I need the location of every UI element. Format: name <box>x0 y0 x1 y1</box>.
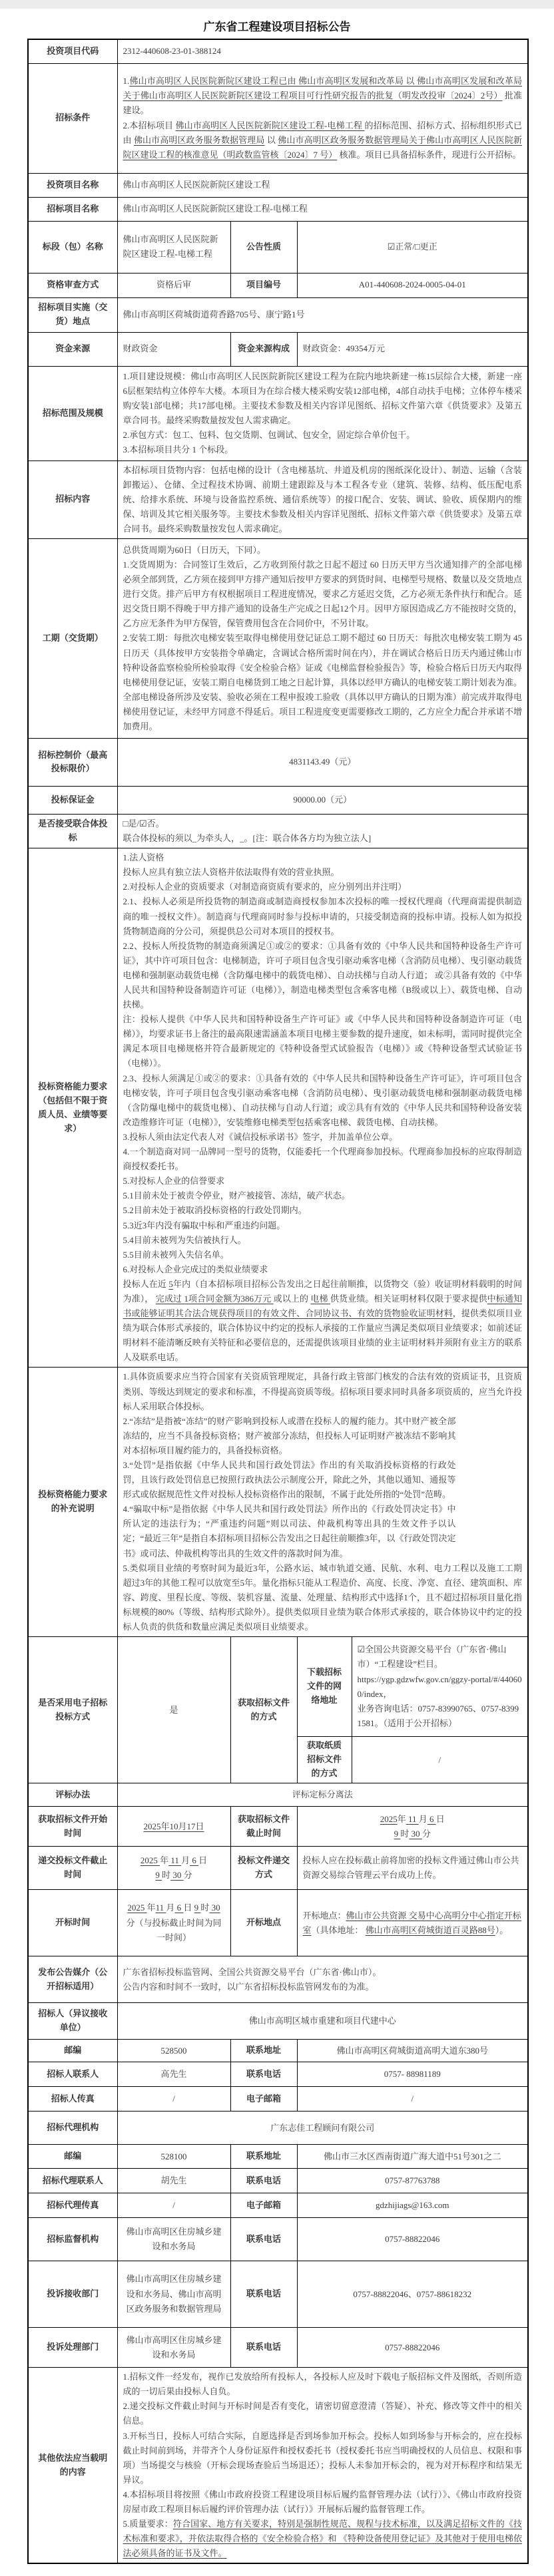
label-agency: 招标代理机构 <box>28 2112 117 2145</box>
value-supervision-agency: 佛山市高明区住房城乡建设和水务局 <box>117 2218 230 2261</box>
value-agency-phone: 0757-87763788 <box>297 2169 528 2193</box>
value-agency-fax: / <box>117 2193 230 2218</box>
row-supervision-agency <box>28 2218 528 2261</box>
value-tender-project-name: 佛山市高明区人民医院新院区建设工程-电梯工程 <box>117 197 528 221</box>
value-agency: 广东志佳工程顾问有限公司 <box>117 2112 528 2145</box>
label-agency-address: 联系地址 <box>230 2145 297 2169</box>
row-evaluation-method <box>28 1783 528 1807</box>
row-bid-bond <box>28 786 528 814</box>
label-tender-project-name: 招标项目名称 <box>28 197 117 221</box>
value-complaint-receiving-phone: 0757-88822046、0757-88618232 <box>297 2261 528 2328</box>
value-tenderer-phone: 0757- 88981189 <box>297 2062 528 2087</box>
value-consortium-bidding <box>117 814 528 848</box>
paragraph: 2.“冻结”是指被“冻结”的财产影响到投标人或潜在投标人的履约能力。其中财产被全部冻结的，应当不具备投标资格；财产被部分冻结，但投标人可证明财产被冻结不影响其对本招标项目履约能力的，具备投标资格。 <box>123 1415 456 1455</box>
row-section-name <box>28 221 528 273</box>
value-document-deadline <box>297 1807 528 1847</box>
label-announcement-media: 发布公告媒介（公开招标适用） <box>28 1956 117 2003</box>
row-funding-source <box>28 332 528 366</box>
label-project-code: 投资项目代码 <box>28 39 117 63</box>
label-bid-opening-time: 开标时间 <box>28 1890 117 1956</box>
row-bid-opening <box>28 1890 528 1956</box>
label-consortium-bidding: 是否接受联合体投标 <box>28 814 117 848</box>
label-funding-composition: 资金来源构成 <box>230 332 297 366</box>
value-evaluation-method: 评标定标分离法 <box>117 1783 528 1807</box>
value-bid-opening-time <box>117 1890 230 1956</box>
row-tenderer-contact <box>28 2062 528 2087</box>
label-document-deadline: 获取招标文件截止时间 <box>230 1807 297 1847</box>
value-download-url <box>352 1637 528 1737</box>
paragraph: 5.4目前未被列为失信被执行人。 <box>123 1234 246 1245</box>
paragraph: 4.“骗取中标”是指依据《中华人民共和国行政处罚法》所作出的《行政处罚决定书》中所认定的违法行为；“严重违约问题”则以司法、仲裁机构等出具的生效文件予以认定；“最近三年”是指自本招标项目招标公告发出之日起往前顺推3年，以《行政处罚决定书》或司法、仲裁机构等出具的生效文件的落款时间为准。 <box>123 1504 456 1559</box>
row-agency-fax <box>28 2193 528 2218</box>
value-bidder-qualification-requirements <box>117 848 528 1368</box>
value-bid-bond: 90000.00（元） <box>117 786 528 814</box>
paragraph: 开标地点：佛山市公共资源 交易中心高明分中心指定开标室（具体地址： 佛山市高明区荷城街道百灵路88号）。 <box>302 1910 521 1935</box>
label-section-name: 标段（包）名称 <box>28 221 117 273</box>
label-tenderer-contact: 招标人联系人 <box>28 2062 117 2087</box>
label-agency-postcode: 邮编 <box>28 2145 117 2169</box>
paragraph: 本招标项目货物内容：包括电梯的设计（含电梯基坑、井道及机房的图纸深化设计）、制造、运输（含装卸搬运）、仓储、全过程技术协调、前期土建跟踪及与本工程各专业（建筑、装修、结构、低压配电系统、给排水系统、环境与设备监控系统、通信系统等）的接口配合、安装、调试、验收、质保期内的维保、培训及其它相关服务等。主要技术参数及相关内容详见图纸、招标文件第六章《供货要求》及第五章合同书。最终采购数量按发包人需求确定。 <box>123 464 523 534</box>
paragraph: 2025 年11 月 6 日 9 时 30 分（与投标截止时间为同一时间） <box>126 1903 222 1942</box>
value-investment-project-name: 佛山市高明区人民医院新院区建设工程 <box>117 173 528 197</box>
paragraph: 2.3、投标人须满足①或②的要求：①具备有效的《中华人民共和国特种设备生产许可证》，许可项目包含电梯安装，许可子项目包含曳引驱动乘客电梯（含消防员电梯）、曳引驱动载货电梯和强制驱动载货电梯（含防爆电梯中的载货电梯）、自动扶梯与自动人行道；或②具有有效的《中华人民共和国特种设备安装改造维修许可证（电梯）》，安装维修电梯类型包括乘客电梯、载货电梯、自动扶梯。 <box>123 1073 523 1127</box>
paragraph: 3.投标人须由法定代表人对《诚信投标承诺书》签字，并加盖单位公章。 <box>123 1131 398 1142</box>
value-tenderer: 佛山市高明区城市重建和项目代建中心 <box>117 2003 528 2040</box>
paragraph: 2025年 11 月 6 日 <box>380 1813 445 1824</box>
value-section-name: 佛山市高明区人民医院新院区建设工程-电梯工程 <box>117 221 230 273</box>
row-tender-content <box>28 460 528 538</box>
paragraph: 3.开标当日，投标人可结合实际，自愿选择是否到场参加开标会。投标人如到场参与开标会的，应在投标截止时间前到场，并带齐个人身份证原件和授权委托书（授权委托书应当明确授权的人员信息、权限和事项）当场提交与核验（开标会现场查验后当场退还）；投标人未参加开标会的，视为对开标程序和结果无异议。 <box>123 2430 523 2485</box>
paragraph: 1.法人资格 <box>123 852 164 863</box>
paragraph: 2.递交投标文件截止时间与开标时间是否有变化，请密切留意澄清（答疑）、补充、修改等文件中的相关信息。 <box>123 2401 523 2426</box>
paragraph: 总供货周期为60日（日历天，下同）。 <box>123 544 266 555</box>
value-complaint-handling-phone: 0757-88822046 <box>297 2328 528 2368</box>
paragraph: 2025 年 11 月 6 日 <box>140 1855 208 1866</box>
value-electronic-bidding: 是 <box>117 1637 230 1783</box>
row-tenderer <box>28 2003 528 2040</box>
value-tenderer-fax: / <box>117 2087 230 2112</box>
value-tender-content <box>117 460 528 538</box>
paragraph: https://ygp.gdzwfw.gov.cn/ggzy-portal/#/440600/index， <box>357 1674 522 1699</box>
label-notice-nature: 公告性质 <box>230 221 297 273</box>
label-scope-and-scale: 招标范围及规模 <box>28 366 117 460</box>
label-tenderer-fax: 招标人传真 <box>28 2087 117 2112</box>
row-announcement-media <box>28 1956 528 2003</box>
label-supervision-phone: 联系电话 <box>230 2218 297 2261</box>
label-bidder-qualification-requirements: 投标资格能力要求（包括但不限于资质人员、业绩等要求） <box>28 848 117 1368</box>
paragraph: 2.2、投标人所投货物的制造商须满足①或②的要求：①具备有效的《中华人民共和国特种设备生产许可证》，其中许可项目包含：电梯制造，许可子项目包含曳引驱动乘客电梯（含消防员电梯）、曳引驱动载货电梯和强制驱动载货电梯（含防爆电梯中的载货电梯）、自动扶梯与自动人行道； 或②具备有效的《中华人民共和国特种设备制造许可证（电梯）》，制造电梯类型包含乘客电梯（B级或以上）、载货电梯、自动扶梯。 <box>123 940 523 1010</box>
label-agency-email: 电子邮箱 <box>230 2193 297 2218</box>
paragraph: 2.本招标项目 佛山市高明区人民医院新院区建设工程-电梯工程 的招标范围、招标方式、招标组织形式已由 佛山市高明区政务服务数据管理局 以 佛山市高明区政务服务数据管理局关于佛山市高明区人民医院新院区建设工程的核准意见（明政数监管核〔2024〕7 号） 核准。项目已具备招标条件，现进行公开招标。 <box>123 120 522 160</box>
label-submission-deadline: 递交投标文件截止时间 <box>28 1847 117 1890</box>
value-tenderer-contact: 高先生 <box>117 2062 230 2087</box>
row-complaint-handling <box>28 2328 528 2368</box>
value-agency-postcode: 528100 <box>117 2145 230 2169</box>
label-other-required-content: 其他依法应当载明的内容 <box>28 2368 117 2564</box>
label-tenderer: 招标人（异议接收单位） <box>28 2003 117 2040</box>
paragraph: 注：投标人提供《中华人民共和国特种设备生产许可证》或《中华人民共和国特种设备制造许可证（电梯）》，均要求证书上备注的最高限速需涵盖本项目电梯主要参数的提升速度，如未标明，需同时提供完全满足本项目电梯规格并符合最新规定的《特种设备型式试验报告（电梯）》或《特种设备型式试验证书（电梯）》。 <box>123 1014 523 1069</box>
paragraph: 1.具体资质要求应当符合国家有关资质管理规定，具备行政主管部门核发的合法有效的资质证书，且资质类别、等级达到规定的要求和标准，不得提高资质等级。招标项目要求同时具备多项资质的，应当允许投标人采用联合体投标。 <box>123 1372 523 1411</box>
paragraph: 2.安装工期：每批次电梯安装至取得电梯使用登记证总工期不超过 60 日历天：每批次电梯安装工期为 45 日历天（具体按甲方安装指令单确定，含调试合格所需时间在内），并在调试合格后日历天内通过佛山市特种设备监察检验所检验取得《安全检验合格》证或《电梯监督检验报告》等，检验合格后日历天内取得电梯使用登记证，安装工期自电梯货到工地之日起计算，具体以经甲方确认的电梯安装工期计划表为准。全部电梯设备所涉及安装、验收必须在工程申报竣工验收（具体以甲方确认的日期为准）前完成并取得电梯使用登记证，未经甲方同意不得延后。项目工程进度变更需要修改工期的，乙方应全力配合并承诺不增加费用。 <box>123 633 523 731</box>
row-electronic-bidding <box>28 1637 528 1737</box>
paragraph: 9 时 30 分 <box>394 1828 431 1839</box>
row-tenderer-postcode <box>28 2040 528 2062</box>
value-qualification-supplement <box>117 1368 528 1637</box>
paragraph: 业务咨询电话：0757-83990765、0757-83991581。（适用于公开招标） <box>357 1703 519 1728</box>
paragraph: 4.本招标项目将按照《佛山市政府投资工程建设项目标后履约监督管理办法（试行）》、《佛山市政府投资房屋市政工程项目标后履约评价管理办法（试行）》开展标后履约监督管理工作。 <box>123 2489 523 2514</box>
paragraph: 5.1目前未处于被责令停业，财产被接管、冻结，破产状态。 <box>123 1191 350 1201</box>
paragraph: 4.一个制造商对同一品牌同一型号的货物，仅能委托一个代理商参加投标。代理商参加投标的应取得制造商授权委托书。 <box>123 1147 523 1172</box>
label-qualification-supplement: 投标资格能力要求的补充说明 <box>28 1368 117 1637</box>
value-other-required-content <box>117 2368 528 2564</box>
paragraph: 5.类似项目业绩的考察时间为最近3年，公路水运、城市轨道交通、民航、水利、电力工程以及施工工期超过3年的其他工程可以放宽至5年。量化指标只能从工程造价、高度、长度、净宽、直径、建筑面积、库容、跨度、里程长度、等级、装机容量、流量、处理量、结构形式中选择1个，且不超过招标项目量化指标规模的80%（等级、结构形式除外）。提供类似项目业绩为联合体形式承接的，联合体协议中约定的投标人负责的供货和数量应满足类似项目业绩要求。 <box>123 1563 523 1632</box>
value-delivery-period <box>117 538 528 738</box>
paragraph: 投标人在近 5年内（自本招标项目招标公告发出之日起往前顺推，以货物交（验）收证明材料载明的时间为准）， 完成过 1项合同金额为386万元 或以上的 电梯 供货业绩。相关证明材料仅限于要求提供中标通知书或能够证明其合法合规获得项目的有效文件、合同协议书、有效的货物验收证明材料，提供类似项目业绩为联合体形式承接的，联合体协议中约定的投标人承接的工作量应当满足类似项目业绩要求；如前述证明材料不能清晰反映有关特征和必要信息的，还需提供该项目业绩的业主证明材料并须附有业主方的联系人及联系电话。 <box>123 1278 523 1363</box>
row-control-price <box>28 738 528 786</box>
row-qualification-review <box>28 273 528 297</box>
label-investment-project-name: 投资项目名称 <box>28 173 117 197</box>
paragraph: 2025年10月17日 <box>143 1821 204 1831</box>
row-project-code <box>28 39 528 63</box>
label-supervision-agency: 招标监督机构 <box>28 2218 117 2261</box>
value-submission-method: 投标人应在投标截止前将加密的投标文件通过佛山市公共资源交易综合管理云平台成功上传。 <box>297 1847 528 1890</box>
paragraph: 2.1、投标人必须是所投货物的制造商或制造商授权参加本次投标的唯一授权代理商（代理商需提供制造商的唯一授权文件）。制造商与代理商同时参与投标申请的，只接受制造商的投标申请。投标人如为拟投货物制造商的分公司，须提供总公司对本项目的授权书。 <box>123 896 523 936</box>
value-paper-documents: / <box>352 1737 528 1783</box>
paragraph: 5.5目前未被列入失信名单。 <box>123 1249 229 1260</box>
paragraph: 1.佛山市高明区人民医院新院区建设工程已由 佛山市高明区发展和改革局 以 佛山市高明区发展和改革局关于佛山市高明区人民医院新院区建设工程项目可行性研究报告的批复（明发改投审〔2024〕2号） 批准建设。 <box>123 76 523 116</box>
value-scope-and-scale <box>117 366 528 460</box>
value-tenderer-postcode: 528500 <box>117 2040 230 2062</box>
label-tenderer-address: 联系地址 <box>230 2040 297 2062</box>
value-tenderer-email: / <box>297 2087 528 2112</box>
value-delivery-location: 佛山市高明区荷城街道荷香路705号、康宁路1号 <box>117 297 528 332</box>
value-agency-email: gdzhijiags@163.com <box>297 2193 528 2218</box>
label-paper-documents: 获取纸质招标文件的方式 <box>297 1737 352 1783</box>
paragraph: □是/☑否。 <box>123 818 164 828</box>
row-delivery-period <box>28 538 528 738</box>
row-agency <box>28 2112 528 2145</box>
value-announcement-media <box>117 1956 528 2003</box>
label-delivery-location: 招标项目实施（交货）地点 <box>28 297 117 332</box>
paragraph: 1.招标文件一经发布，视作已发放给所有投标人，各投标人应及时下载电子版招标文件及图纸，否则所造成的一切后果由投标人自负。 <box>123 2372 523 2397</box>
paragraph: 广东省招标投标监管网、全国公共资源交易平台（广东省·佛山市）。 <box>123 1966 382 1977</box>
value-notice-nature: ☑正常/□更正 <box>297 221 528 273</box>
label-funding-source: 资金来源 <box>28 332 117 366</box>
paragraph: 1.项目建设规模：佛山市高明区人民医院新院区建设工程为在院内地块新建一栋15层综合大楼，新建一座6层框架结构立体停车大楼。本项目为在综合楼大楼采购安装12部电梯，4部自动扶手电梯；立体停车楼采购安装1部电梯；共17部电梯。主要技术参数及相关内容详见图纸、招标文件第六章《供货要求》及第五章合同书。最终采购数量按发包人需求确定。 <box>123 371 523 425</box>
value-complaint-handling: 佛山市高明区住房城乡建设和水务局 <box>117 2328 230 2368</box>
label-submission-method: 投标文件递交方式 <box>230 1847 297 1890</box>
paragraph: 9 时 30 分 <box>155 1870 192 1881</box>
row-bidder-qualification-requirements <box>28 848 528 1368</box>
paragraph: 2.承包方式：包工、包料、包交货期、包调试、包安全，固定综合单价包干。 <box>123 430 416 441</box>
label-agency-contact: 招标代理联系人 <box>28 2169 117 2193</box>
paragraph: 公告内容和时间不一致时，以广东省招标投标监管网发布的为准。 <box>123 1981 374 1992</box>
label-complaint-handling-phone: 联系电话 <box>230 2328 297 2368</box>
value-agency-address: 佛山市三水区西南街道广海大道中51号301之二 <box>297 2145 528 2169</box>
paragraph: 联合体投标的须以_为牵头人，_。[注：联合体各方均为独立法人] <box>123 833 372 844</box>
row-tenderer-fax <box>28 2087 528 2112</box>
value-tenderer-address: 佛山市高明区荷城街道高明大道东380号 <box>297 2040 528 2062</box>
label-tenderer-postcode: 邮编 <box>28 2040 117 2062</box>
value-funding-source: 财政资金 <box>117 332 230 366</box>
row-consortium-bidding <box>28 814 528 848</box>
value-project-code: 2312-440608-23-01-388124 <box>117 39 528 63</box>
label-download-url: 下载招标文件的网络地址 <box>297 1637 352 1737</box>
paragraph: 3.本招标项目共分 1 个标段。 <box>123 445 234 455</box>
paragraph: 3.“处罚”是指依据《中华人民共和国行政处罚法》作出的有关取消投标资格的行政处罚，且该行政处罚信息已按照行政执法公示制度公开，除此之外，其他以通知、通报等形式或依据规范性文件对投标人投标资格作出的限制，不属于此处所指的“处罚”范畴。 <box>123 1460 456 1500</box>
value-funding-composition: 财政资金：49354万元 <box>297 332 528 366</box>
value-submission-deadline <box>117 1847 230 1890</box>
label-project-number: 项目编号 <box>230 273 297 297</box>
value-control-price: 4831143.49（元） <box>117 738 528 786</box>
paragraph: 5.2目前未处于被取消投标资格的行政处罚期内。 <box>123 1205 307 1216</box>
paragraph: 2.对投标人企业的资质要求（对制造商资质有要求的，应分别列出并注明） <box>123 882 407 892</box>
label-bid-bond: 投标保证金 <box>28 786 117 814</box>
label-tender-conditions: 招标条件 <box>28 63 117 173</box>
value-document-start-time <box>117 1807 230 1847</box>
row-other-required-content <box>28 2368 528 2564</box>
label-qualification-review: 资格审查方式 <box>28 273 117 297</box>
label-control-price: 招标控制价（最高投标限价） <box>28 738 117 786</box>
row-agency-postcode <box>28 2145 528 2169</box>
paragraph: 投标人应具有独立法人资格并依法取得有效的营业执照。 <box>123 867 340 878</box>
value-agency-contact: 胡先生 <box>117 2169 230 2193</box>
paragraph: 6.对投标人企业完成过的类似业绩要求 <box>123 1264 268 1274</box>
row-delivery-location <box>28 297 528 332</box>
value-qualification-review: 资格后审 <box>117 273 230 297</box>
value-supervision-phone: 0757-88822046 <box>297 2218 528 2261</box>
label-agency-phone: 联系电话 <box>230 2169 297 2193</box>
label-complaint-receiving: 投诉接收部门 <box>28 2261 117 2328</box>
label-tenderer-email: 电子邮箱 <box>230 2087 297 2112</box>
value-project-number: A01-440608-2024-0005-04-01 <box>297 273 528 297</box>
label-document-start-time: 获取招标文件开始时间 <box>28 1807 117 1847</box>
label-agency-fax: 招标代理传真 <box>28 2193 117 2218</box>
row-agency-contact <box>28 2169 528 2193</box>
row-investment-project-name <box>28 173 528 197</box>
row-tender-project-name <box>28 197 528 221</box>
label-obtain-documents-method: 获取招标文件的方式 <box>230 1637 297 1783</box>
row-qualification-supplement <box>28 1368 528 1637</box>
label-complaint-receiving-phone: 联系电话 <box>230 2261 297 2328</box>
row-scope-and-scale <box>28 366 528 460</box>
paragraph: 1.交货周期为：合同签订生效后，乙方收到预付款之日起不超过 60 日历天甲方当次通知排产的全部电梯必须全部到货，乙方须在接到甲方排产通知后按甲方要求的到货时间、电梯型号规格、数量以及交货地点进行交货。排产后甲方有权根据项目工程进度情况，要求乙方延迟交货，乙方必须无条件执行和配合。延迟交货日期不得晚于甲方排产通知的设备生产完成之日起12个月。因甲方原因造成乙方不能按时交货的，乙方应无条件为甲方保管，保管费用包含在合同价中，不另计取。 <box>123 559 523 629</box>
announcement-table <box>27 39 529 2564</box>
row-tender-conditions <box>28 63 528 173</box>
label-electronic-bidding: 是否采用电子招标投标方式 <box>28 1637 117 1783</box>
page-title: 广东省工程建设项目招标公告 <box>203 21 351 33</box>
paragraph: 5.对投标人企业的信誉要求 <box>123 1176 225 1187</box>
value-tender-conditions <box>117 63 528 173</box>
paragraph: 5.3近3年内没有骗取中标和严重违约问题。 <box>123 1220 286 1230</box>
paragraph: ☑全国公共资源交易平台（广东省·佛山市）“工程建设”栏目。 <box>357 1644 507 1670</box>
label-tenderer-phone: 联系电话 <box>230 2062 297 2087</box>
label-evaluation-method: 评标办法 <box>28 1783 117 1807</box>
label-bid-opening-place: 开标地点 <box>230 1890 297 1956</box>
value-complaint-receiving: 佛山市高明区住房城乡建设和水务局、佛山市高明区政务服务和数据管理局 <box>117 2261 230 2328</box>
paragraph: 5.质量要求：符合国家、地方有关要求，特别是强制性规范、规程与技术标准，以及满足招标文件的《技术标准和要求》，并依法取得合格的《安全检验合格》和 《特种设备使用登记证》及其他对于使用电梯依法必须具备的证书及文件。 <box>123 2519 523 2559</box>
row-submission-deadline <box>28 1847 528 1890</box>
row-complaint-receiving <box>28 2261 528 2328</box>
row-document-obtain-time <box>28 1807 528 1847</box>
value-bid-opening-place <box>297 1890 528 1956</box>
label-delivery-period: 工期（交货期） <box>28 538 117 738</box>
label-complaint-handling: 投诉处理部门 <box>28 2328 117 2368</box>
label-tender-content: 招标内容 <box>28 460 117 538</box>
page-top-strip <box>0 0 554 9</box>
